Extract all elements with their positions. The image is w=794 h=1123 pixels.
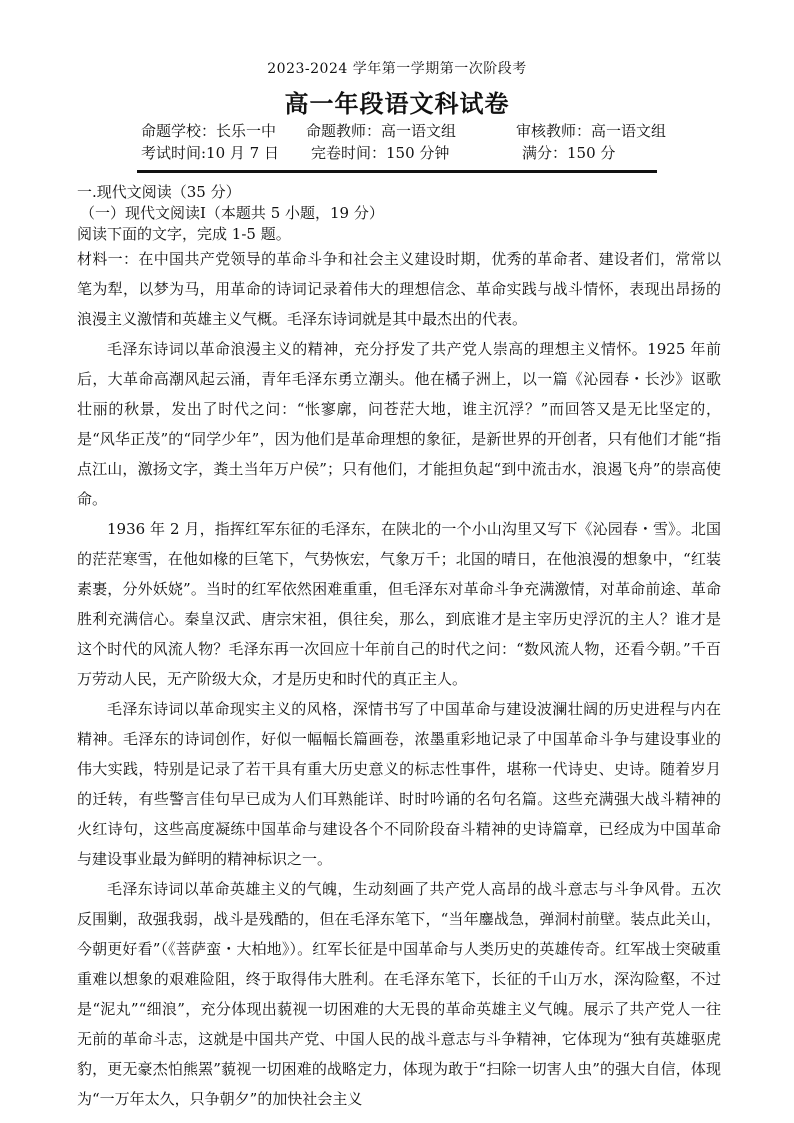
header-divider xyxy=(137,170,657,173)
meta-setter: 命题教师：高一语文组 xyxy=(306,122,457,140)
exam-term: 2023-2024 学年第一学期第一次阶段考 xyxy=(267,61,527,77)
meta-full-score: 满分：150 分 xyxy=(522,144,616,162)
material-paragraph-4: 毛泽东诗词以革命现实主义的风格，深情书写了中国革命与建设波澜壮阔的历史进程与内在精神。毛泽东的诗词创作，好似一幅幅长篇画卷，浓墨重彩地记录了中国革命斗争与建设事业的伟大实践，特别是记录了若干具有重大历史意义的标志性事件，堪称一代诗史、史诗。随着岁月的迁转，有些警言佳句早已成为人们耳熟能详、时时吟诵的名句名篇。这些充满强大战斗精神的火红诗句，这些高度凝练中国革命与建设各个不同阶段奋斗精神的史诗篇章，已经成为中国革命与建设事业最为鲜明的精神标识之一。 xyxy=(77,700,721,868)
material-paragraph-5: 毛泽东诗词以革命英雄主义的气魄，生动刻画了共产党人高昂的战斗意志与斗争风骨。五次反围剿，敌强我弱，战斗是残酷的，但在毛泽东笔下，“当年鏖战急，弹洞村前壁。装点此关山，今朝更好看”（《菩萨蛮・大柏地》）。红军长征是中国革命与人类历史的英雄传奇。红军战士突破重重难以想象的艰难险阻，终于取得伟大胜利。在毛泽东笔下，长征的千山万水，深沟险壑，不过是“泥丸”“细浪”，充分体现出藐视一切困难的大无畏的革命英雄主义气魄。展示了共产党人一往无前的革命斗志，这就是中国共产党、中国人民的战斗意志与斗争精神，它体现为“独有英雄驱虎豹，更无豪杰怕熊罴”藐视一切困难的战略定力，体现为敢于“扫除一切害人虫”的强大自信，体现为“一万年太久，只争朝夕”的加快社会主义 xyxy=(77,880,721,1108)
section-subheading-reading-1: （一）现代文阅读Ⅰ（本题共 5 小题，19 分） xyxy=(80,204,384,222)
exam-meta-row-schedule xyxy=(0,142,794,162)
material-paragraph-1: 材料一：在中国共产党领导的革命斗争和社会主义建设时期，优秀的革命者、建设者们，常常以笔为犁，以梦为马，用革命的诗词记录着伟大的理想信念、革命实践与战斗情怀，表现出昂扬的浪漫主义激情和英雄主义气概。毛泽东诗词就是其中最杰出的代表。 xyxy=(77,250,721,328)
material-paragraph-3: 1936 年 2 月，指挥红军东征的毛泽东，在陕北的一个小山沟里又写下《沁园春・雪》。北国的茫茫寒雪，在他如椽的巨笔下，气势恢宏，气象万千；北国的晴日，在他浪漫的想象中，“红装素裹，分外妖娆”。当时的红军依然困难重重，但毛泽东对革命斗争充满激情，对革命前途、革命胜利充满信心。秦皇汉武、唐宗宋祖，俱往矣，那么，到底谁才是主宰历史浮沉的主人？谁才是这个时代的风流人物？毛泽东再一次回应十年前自己的时代之问：“数风流人物，还看今朝。”千百万劳动人民，无产阶级大众，才是历史和时代的真正主人。 xyxy=(77,520,721,688)
meta-exam-date: 考试时间:10 月 7 日 xyxy=(141,144,279,162)
meta-school: 命题学校：长乐一中 xyxy=(141,122,277,140)
meta-duration: 完卷时间：150 分钟 xyxy=(311,144,450,162)
reading-instruction: 阅读下面的文字，完成 1-5 题。 xyxy=(77,225,291,243)
section-heading-part1: 一.现代文阅读（35 分） xyxy=(77,183,241,201)
material-paragraph-2: 毛泽东诗词以革命浪漫主义的精神，充分抒发了共产党人崇高的理想主义情怀。1925 年前后，大革命高潮风起云涌，青年毛泽东勇立潮头。他在橘子洲上，以一篇《沁园春・长沙》讴歌壮丽的秋景，发出了时代之问：“怅寥廓，问苍茫大地，谁主沉浮？”而回答又是无比坚定的，是“风华正茂”的“同学少年”，因为他们是革命理想的象征，是新世界的开创者，只有他们才能“指点江山，激扬文字，粪土当年万户侯”；只有他们，才能担负起“到中流击水，浪遏飞舟”的崇高使命。 xyxy=(77,340,721,508)
exam-title: 高一年段语文科试卷 xyxy=(284,89,510,118)
exam-meta-row-authors xyxy=(0,120,794,140)
meta-reviewer: 审核教师：高一语文组 xyxy=(516,122,667,140)
reading-material xyxy=(77,244,721,1114)
